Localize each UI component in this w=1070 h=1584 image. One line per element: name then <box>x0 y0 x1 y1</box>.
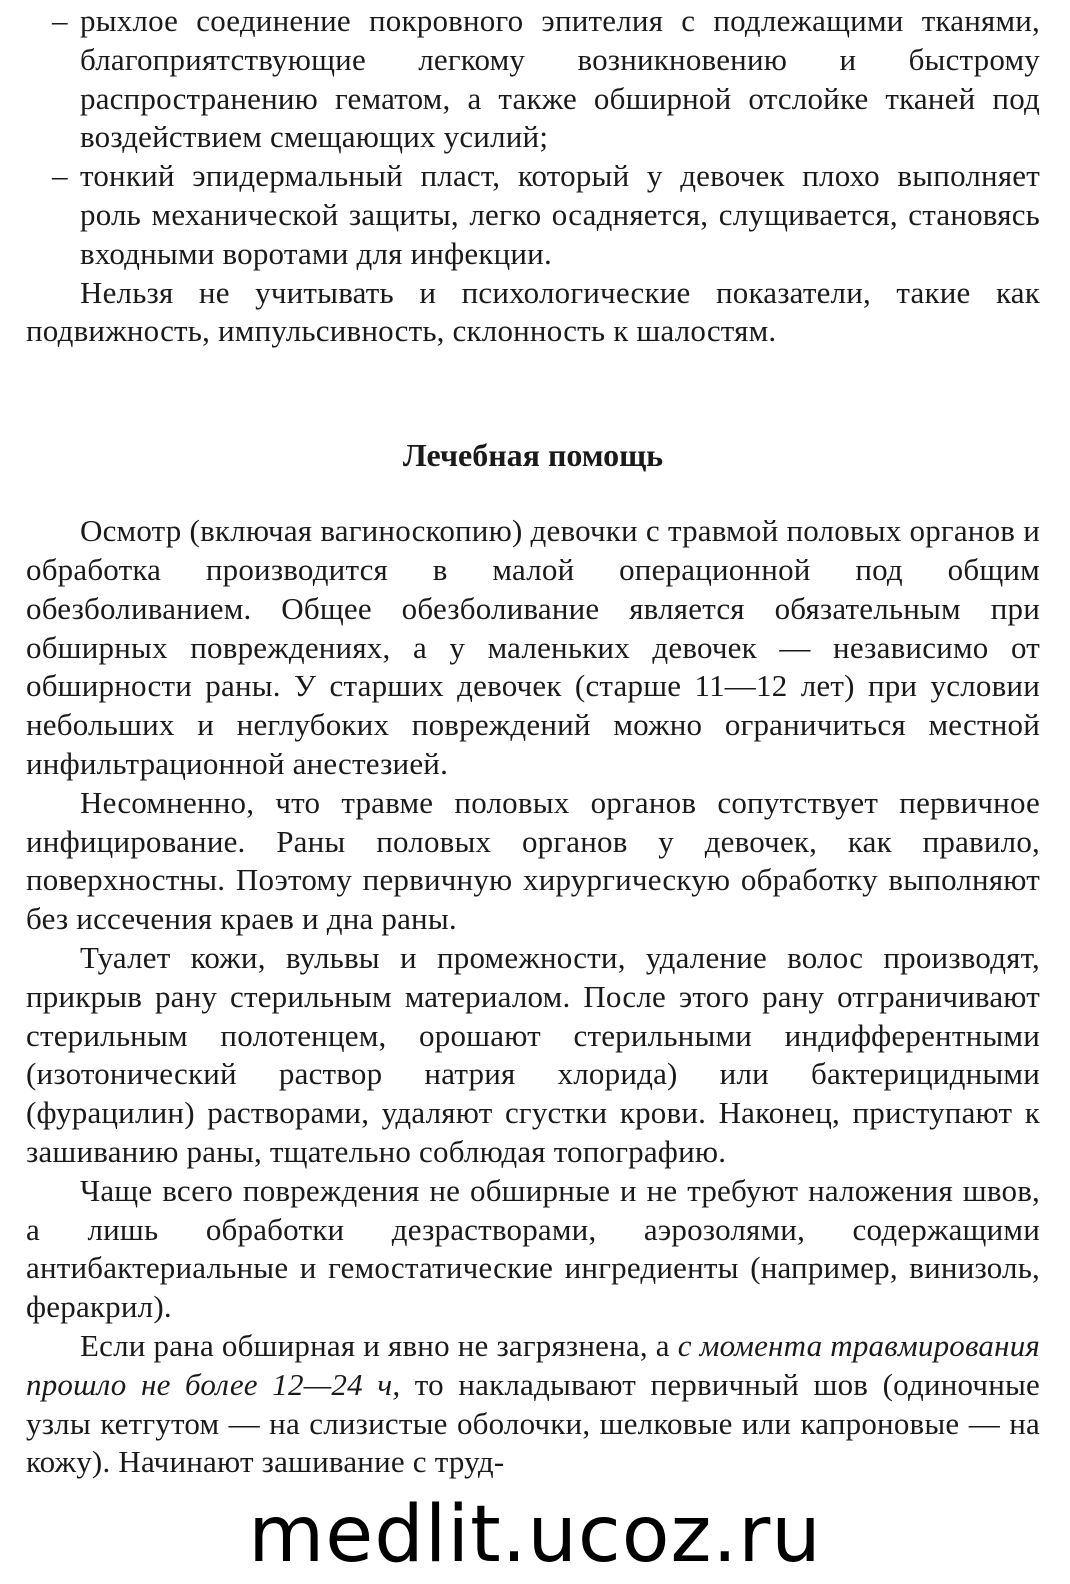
paragraph: Чаще всего повреждения не обширные и не требуют наложения швов, а лишь обработки дезрастворами, аэрозолями, содержащими антибактериальные и гемостатические ингредиенты (например, винизоль, феракрил). <box>26 1172 1040 1325</box>
paragraph-text: то накладывают первичный шов (одиночные узлы кетгутом — на слизистые оболочки, шелковые или капроновые — на кожу). Начинают зашивание с труд- <box>26 1366 1040 1480</box>
italic-emphasis: с момента травмирования прошло не более 12—24 ч, <box>26 1327 1041 1402</box>
paragraph: Осмотр (включая вагиноскопию) девочки с травмой половых органов и обработка производится в малой операционной под общим обезболиванием. Общее обезболивание является обязательным при обширных повреждениях, а у маленьких девочек — независимо от обширности раны. У старших девочек (старше 11—12 лет) при условии небольших и неглубоких повреждений можно ограничиться местной инфильтрационной анестезией. <box>26 513 1040 781</box>
document-page <box>26 0 1040 1482</box>
list-item: – тонкий эпидермальный пласт, который у девочек плохо выполняет роль механической защиты, легко осадняется, слущивается, становясь входными воротами для инфекции. <box>80 157 1040 273</box>
paragraph: Несомненно, что травме половых органов сопутствует первичное инфицирование. Раны половых органов у девочек, как правило, поверхностны. Поэтому первичную хирургическую обработку выполняют без иссечения краев и дна раны. <box>26 784 1040 937</box>
paragraph-text: Если рана обширная и явно не загрязнена, а <box>80 1327 678 1363</box>
paragraph <box>26 1327 1040 1482</box>
paragraph: Туалет кожи, вульвы и промежности, удаление волос производят, прикрыв рану стерильным материалом. После этого рану отграничивают стерильным полотенцем, орошают стерильными индифферентными (изотонический раствор натрия хлорида) или бактерицидными (фурацилин) растворами, удаляют сгустки крови. Наконец, приступают к зашиванию раны, тщательно соблюдая топографию. <box>26 939 1040 1169</box>
bullet-list <box>26 0 1040 274</box>
watermark: medlit.ucoz.ru <box>248 1490 822 1580</box>
paragraph: Нельзя не учитывать и психологические показатели, такие как подвижность, импульсивность, склонность к шалостям. <box>26 274 1040 349</box>
list-item: – рыхлое соединение покровного эпителия с подлежащими тканями, благоприятствующие легкому возникновению и быстрому распространению гематом, а также обширной отслойке тканей под воздействием смещающих усилий; <box>80 2 1040 157</box>
section-heading: Лечебная помощь <box>402 437 664 474</box>
